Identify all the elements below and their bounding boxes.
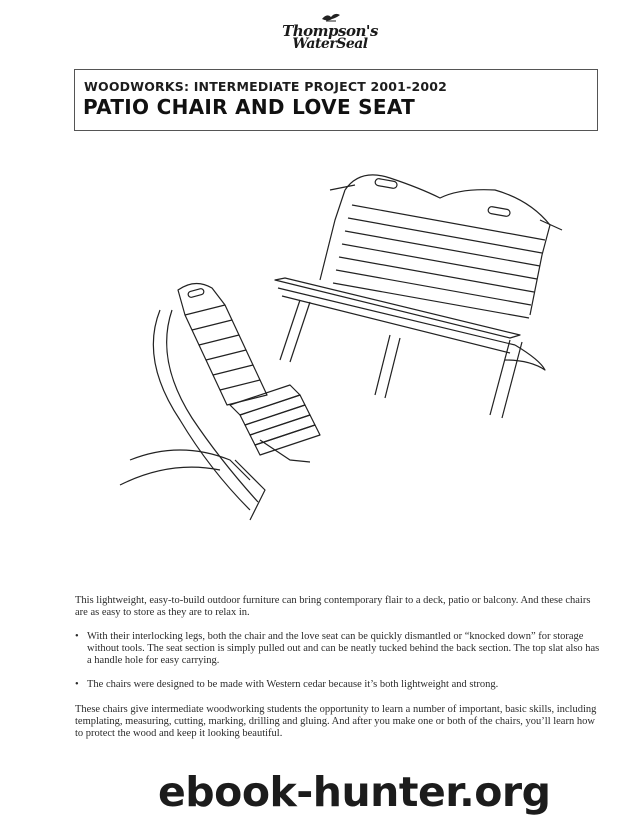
closing-paragraph: These chairs give intermediate woodworking students the opportunity to learn a number of important, basic skills, including templating, measuring, cutting, marking, drilling and gluing. And after you make one or both of the chairs, you’ll learn how to protect the wood and keep it looking beautiful.	[75, 704, 597, 740]
brand-name-line1: Thompson's	[282, 22, 378, 40]
title-box	[74, 69, 598, 131]
watermark-text: ebook-hunter.org	[158, 768, 551, 816]
page-title: PATIO CHAIR AND LOVE SEAT	[83, 95, 416, 119]
project-kicker: WOODWORKS: INTERMEDIATE PROJECT 2001-2002	[84, 79, 448, 94]
list-item: • With their interlocking legs, both the chair and the love seat can be quickly dismantled or “knocked down” for storage without tools. The seat section is simply pulled out and can be neatly tucked behind the back section. The top slat also has a handle hole for easy carrying.	[75, 631, 603, 668]
list-item: • The chairs were designed to be made with Western cedar because it’s both lightweight and strong.	[75, 679, 603, 691]
brand-name-line2: WaterSeal	[292, 36, 368, 52]
brand-logo	[270, 8, 390, 54]
patio-chair-love-seat-illustration	[100, 160, 570, 550]
love-seat-drawing	[275, 175, 562, 418]
patio-chair-drawing	[120, 283, 320, 520]
intro-paragraph: This lightweight, easy-to-build outdoor furniture can bring contemporary flair to a deck, patio or balcony. And these chairs are as easy to store as they are to relax in.	[75, 595, 591, 619]
feature-list	[75, 631, 603, 691]
